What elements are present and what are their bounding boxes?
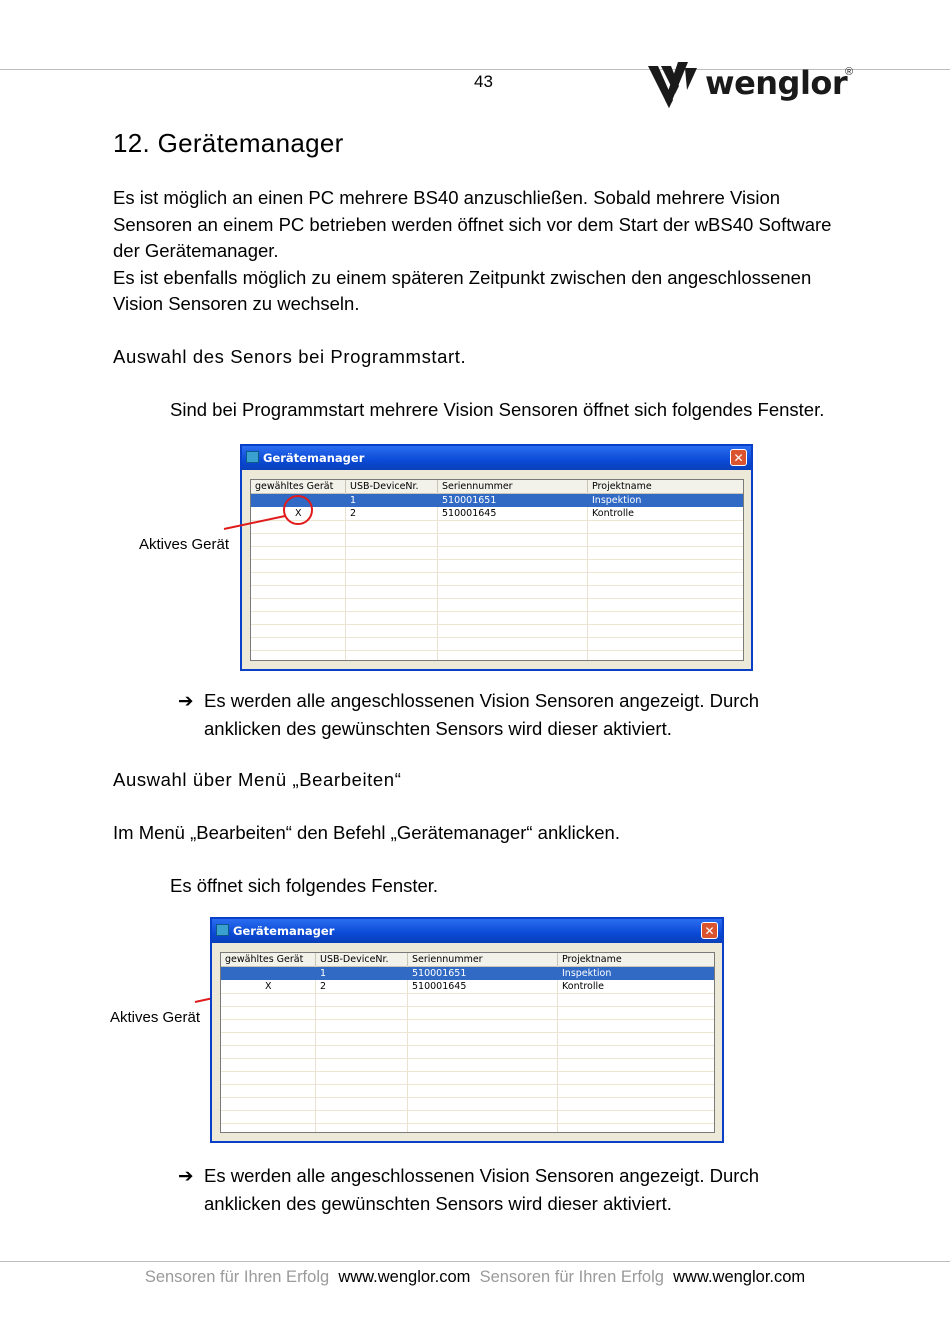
cell-selected: X: [295, 508, 302, 519]
arrow-icon: ➔: [178, 1166, 194, 1187]
registered-mark: ®: [845, 66, 854, 78]
app-icon: [246, 451, 259, 463]
column-header[interactable]: gewähltes Gerät: [251, 480, 346, 493]
cell-usb: 1: [350, 495, 357, 506]
dialog-title: Gerätemanager: [233, 924, 335, 938]
logo-wordmark: wenglor: [705, 64, 848, 102]
device-manager-dialog: [240, 444, 753, 671]
column-header[interactable]: Projektname: [592, 481, 652, 492]
subheading-edit-menu: Auswahl über Menü „Bearbeiten“: [113, 769, 402, 790]
intro-line: Es ist ebenfalls möglich zu einem späteren Zeitpunkt zwischen den angeschlossenen: [113, 266, 812, 288]
cell-selected: X: [265, 981, 272, 992]
instruction-edit-menu: Es öffnet sich folgendes Fenster.: [170, 875, 439, 896]
intro-line: der Gerätemanager.: [113, 240, 279, 261]
edit-menu-instruction: Im Menü „Bearbeiten“ den Befehl „Gerätemanager“ anklicken.: [113, 822, 620, 843]
cell-serial: 510001651: [442, 495, 497, 506]
app-icon: [216, 924, 229, 936]
column-header[interactable]: Seriennummer: [408, 953, 558, 966]
result-note: [178, 688, 759, 742]
cell-usb: 2: [320, 981, 327, 992]
dialog-titlebar: [242, 446, 751, 470]
cell-usb: 1: [320, 968, 327, 979]
device-table: [250, 479, 744, 661]
note-line: Es werden alle angeschlossenen Vision Sensoren angezeigt. Durch: [204, 1165, 760, 1186]
footer-url[interactable]: www.wenglor.com: [338, 1268, 471, 1286]
instruction-program-start: Sind bei Programmstart mehrere Vision Sensoren öffnet sich folgendes Fenster.: [170, 399, 825, 420]
cell-serial: 510001645: [442, 508, 497, 519]
note-line: anklicken des gewünschten Sensors wird dieser aktiviert.: [204, 1192, 672, 1214]
footer-slogan: Sensoren für Ihren Erfolg: [479, 1268, 664, 1286]
intro-paragraph: [113, 185, 883, 318]
column-header[interactable]: Projektname: [562, 954, 622, 965]
dialog-title: Gerätemanager: [263, 451, 365, 465]
dialog-titlebar: [212, 919, 722, 943]
cell-usb: 2: [350, 508, 357, 519]
subheading-program-start: Auswahl des Senors bei Programmstart.: [113, 346, 467, 367]
footer: [0, 1268, 950, 1287]
cell-project: Inspektion: [562, 968, 612, 979]
note-line: anklicken des gewünschten Sensors wird dieser aktiviert.: [204, 717, 672, 739]
column-header[interactable]: gewähltes Gerät: [221, 953, 316, 966]
footer-url[interactable]: www.wenglor.com: [673, 1268, 806, 1286]
table-row[interactable]: [221, 967, 714, 980]
cell-serial: 510001645: [412, 981, 467, 992]
column-header[interactable]: USB-DeviceNr.: [316, 953, 408, 966]
footer-rule: [0, 1261, 950, 1262]
close-button[interactable]: ✕: [701, 922, 718, 939]
column-header[interactable]: Seriennummer: [438, 480, 588, 493]
intro-line: Sensoren an einem PC betrieben werden öffnet sich vor dem Start der wBS40 Software: [113, 213, 832, 235]
device-table: [220, 952, 715, 1133]
cell-project: Kontrolle: [592, 508, 634, 519]
wenglor-logo: [645, 60, 860, 112]
section-title: 12. Gerätemanager: [113, 128, 344, 158]
note-line: Es werden alle angeschlossenen Vision Sensoren angezeigt. Durch: [204, 690, 760, 711]
active-device-label: Aktives Gerät: [139, 536, 230, 553]
result-note: [178, 1163, 759, 1217]
close-button[interactable]: ✕: [730, 449, 747, 466]
cell-selected: [251, 494, 346, 507]
device-manager-dialog: [210, 917, 724, 1143]
arrow-icon: ➔: [178, 691, 194, 712]
footer-slogan: Sensoren für Ihren Erfolg: [144, 1268, 330, 1286]
cell-selected: [221, 967, 316, 980]
column-header[interactable]: USB-DeviceNr.: [346, 480, 438, 493]
cell-serial: 510001651: [412, 968, 467, 979]
intro-line: Vision Sensoren zu wechseln.: [113, 293, 360, 314]
cell-project: Kontrolle: [562, 981, 604, 992]
wenglor-logo-mark: [645, 60, 705, 112]
intro-line: Es ist möglich an einen PC mehrere BS40 anzuschließen. Sobald mehrere Vision: [113, 187, 781, 208]
cell-project: Inspektion: [592, 495, 642, 506]
table-header: [251, 480, 743, 494]
active-device-label: Aktives Gerät: [110, 1009, 201, 1026]
table-row[interactable]: [221, 980, 714, 993]
table-row[interactable]: [251, 507, 743, 520]
page-number: 43: [474, 72, 493, 91]
table-row[interactable]: [251, 494, 743, 507]
table-header: [221, 953, 714, 967]
